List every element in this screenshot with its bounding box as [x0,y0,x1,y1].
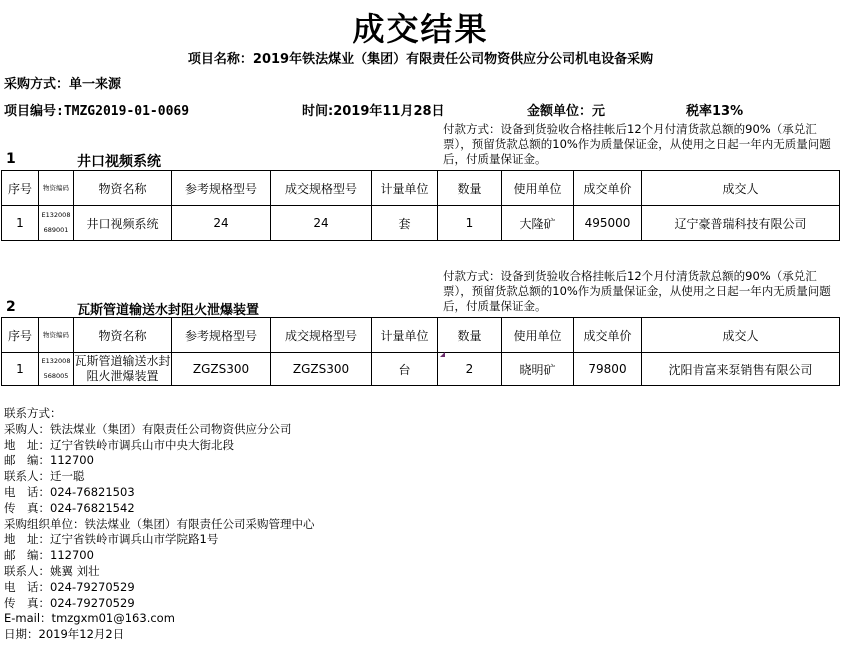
buyer-contact-person: 联系人：迁一聪 [4,469,85,484]
cell-user-unit: 晓明矿 [502,353,574,386]
cell-quantity: 2 [438,353,502,386]
page-title: 成交结果 [352,10,489,48]
table-row [2,353,840,386]
header-deal-spec: 成交规格型号 [271,318,372,353]
cell-material-code: E132008 689001 [39,206,74,241]
header-material-code: 物资编码 [39,318,74,353]
buyer-phone: 电 话：024-76821503 [4,484,135,499]
section-title-2: 瓦斯管道输送水封阻火泄爆装置 [77,303,260,318]
header-quantity: 数量 [438,318,502,353]
section-number-1: 1 [6,151,16,167]
header-deal-spec: 成交规格型号 [271,171,372,206]
cell-deal-price: 79800 [574,353,642,386]
cell-reference-spec: ZGZS300 [172,353,271,386]
cell-material-name: 瓦斯管道输送水封阻火泄爆装置 [74,353,172,386]
header-user-unit: 使用单位 [502,318,574,353]
header-material-code: 物资编码 [39,171,74,206]
header-winner: 成交人 [642,318,840,353]
header-unit: 计量单位 [372,318,438,353]
buyer-name: 采购人：铁法煤业（集团）有限责任公司物资供应分公司 [4,421,292,436]
project-number: 项目编号:TMZG2019-01-0069 [4,104,190,119]
procurement-method: 采购方式：单一来源 [4,77,122,92]
header-reference-spec: 参考规格型号 [172,318,271,353]
email-link[interactable]: E-mail：tmzgxm01@163.com [4,611,175,626]
header-index: 序号 [2,171,39,206]
cell-index: 1 [2,206,39,241]
contact-block [4,406,315,643]
header-material-name: 物资名称 [74,318,172,353]
tax-rate: 税率13% [686,104,744,119]
payment-terms-1: 付款方式：设备到货验收合格挂帐后12个月付清货款总额的90%（承兑汇票），预留货款总额的10%作为质量保证金，从使用之日起一年内无质量问题后，付质量保证金。 [443,122,831,166]
items-table-1 [1,170,840,241]
cell-index: 1 [2,353,39,386]
project-name: 项目名称：2019年铁法煤业（集团）有限责任公司物资供应分公司机电设备采购 [187,52,654,67]
cell-winner: 沈阳肯富来泵销售有限公司 [642,353,840,386]
payment-terms-2: 付款方式：设备到货验收合格挂帐后12个月付清货款总额的90%（承兑汇票），预留货款总额的10%作为质量保证金，从使用之日起一年内无质量问题后，付质量保证金。 [443,269,831,313]
cell-reference-spec: 24 [172,206,271,241]
agency-contact-person: 联系人：姚翼 刘壮 [4,563,100,578]
header-deal-price: 成交单价 [574,171,642,206]
header-index: 序号 [2,318,39,353]
header-quantity: 数量 [438,171,502,206]
table-header-row [2,318,840,353]
header-winner: 成交人 [642,171,840,206]
cell-unit: 台 [372,353,438,386]
cell-winner: 辽宁豪普瑞科技有限公司 [642,206,840,241]
agency-postcode: 邮 编：112700 [4,548,94,563]
header-user-unit: 使用单位 [502,171,574,206]
items-table-2 [1,317,840,386]
cell-corner-marker [440,352,445,357]
agency-phone: 电 话：024-79270529 [4,579,135,594]
cell-unit: 套 [372,206,438,241]
header-deal-price: 成交单价 [574,318,642,353]
header-unit: 计量单位 [372,171,438,206]
agency-fax: 传 真：024-79270529 [4,595,135,610]
agency-address: 地 址：辽宁省铁岭市调兵山市学院路1号 [4,532,219,547]
agency-name: 采购组织单位：铁法煤业（集团）有限责任公司采购管理中心 [4,516,315,531]
buyer-postcode: 邮 编：112700 [4,453,94,468]
cell-deal-price: 495000 [574,206,642,241]
buyer-fax: 传 真：024-76821542 [4,500,135,515]
contact-heading: 联系方式： [4,406,62,420]
section-number-2: 2 [6,299,16,315]
cell-material-code: E132008 568005 [39,353,74,386]
buyer-address: 地 址：辽宁省铁岭市调兵山市中央大街北段 [4,437,234,452]
cell-deal-spec: ZGZS300 [271,353,372,386]
cell-quantity: 1 [438,206,502,241]
document-date: 日期：2019年12月2日 [4,627,125,642]
header-material-name: 物资名称 [74,171,172,206]
cell-deal-spec: 24 [271,206,372,241]
announcement-time: 时间:2019年11月28日 [302,104,445,119]
section-title-1: 井口视频系统 [77,154,161,170]
amount-unit: 金额单位：元 [527,104,606,119]
table-header-row [2,171,840,206]
table-row [2,206,840,241]
header-reference-spec: 参考规格型号 [172,171,271,206]
cell-user-unit: 大隆矿 [502,206,574,241]
cell-material-name: 井口视频系统 [74,206,172,241]
